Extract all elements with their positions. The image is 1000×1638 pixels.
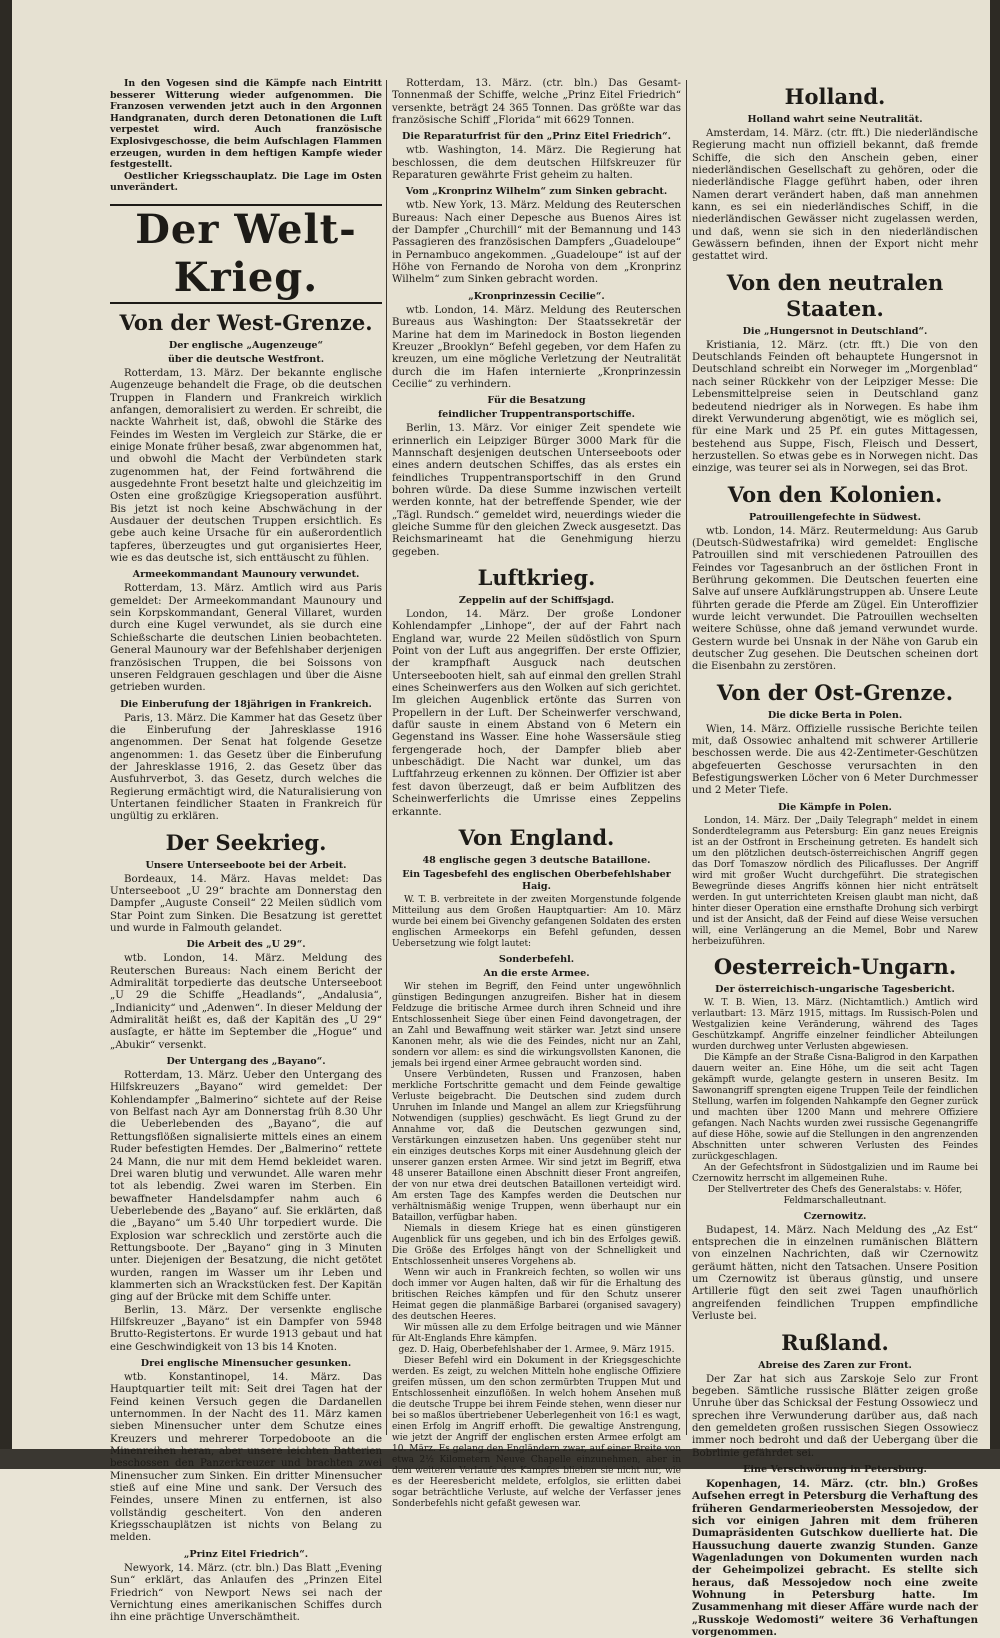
- subheading: Eine Verschwörung in Petersburg.: [743, 1463, 927, 1475]
- left-page-edge: [0, 0, 12, 1469]
- subheading: An die erste Armee.: [483, 967, 590, 979]
- section-heading-holland: Holland.: [784, 84, 886, 109]
- subheading: Für die Besatzung: [487, 395, 586, 407]
- subheading: Unsere Unterseeboote bei der Arbeit.: [145, 859, 347, 871]
- intro-text: In den Vogesen sind die Kämpfe nach Eintritt besserer Witterung wieder aufgenommen. Die Franzosen verwenden jetzt auch in den Argonnen Handgranaten, durch deren Detonationen die Luft verpestet wird. Auch französische Explosivgeschosse, die beim Aufschlagen Flammen erzeugen, wurden in dem heftigen Kampfe wieder festgestellt.: [110, 78, 382, 171]
- subheading: 48 englische gegen 3 deutsche Bataillone.: [422, 854, 651, 866]
- article-paragraph: Berlin, 13. März. Vor einiger Zeit spendete wie erinnerlich ein Leipziger Bürger 3000 Mark für die Mannschaft desjenigen deutschen Unterseeboots oder eines andern deutschen Schiffes, das als erstes ein feindliches Truppentransportschiff in den Grund bohren würde. Da diese Summe inzwischen verteilt werden konnte, hat der betreffende Spender, wie der „Tägl. Rundsch.“ gemeldet wird, neuerdings wieder die gleiche Summe für den gleichen Zweck ausgesetzt. Das Reichsmarineamt hat die Genehmigung hierzu gegeben.: [392, 423, 681, 558]
- subheading: Zeppelin auf der Schiffsjagd.: [458, 595, 615, 606]
- masthead-title: Der Welt-Krieg.: [110, 204, 382, 304]
- subheading: Holland wahrt seine Neutralität.: [747, 114, 923, 125]
- article-paragraph: Rotterdam, 13. März. Amtlich wird aus Paris gemeldet: Der Armeekommandant Maunoury und sein Korpskommandant, General Villaret, wurden durch eine Kugel verwundet, als sie durch eine Schießscharte die deutschen Linien beobachteten. General Maunoury war der Befehlshaber derjenigen französischen Truppen, die bei Soissons von unseren Feldgrauen geschlagen und über die Aisne getrieben wurden.: [110, 583, 382, 694]
- article-paragraph: Unsere Verbündeten, Russen und Franzosen, haben merkliche Fortschritte gemacht und dem Feinde gewaltige Verluste beigebracht. Die Deutschen sind zudem durch Unruhen im Inlande und Mangel an allem zur Kriegsführung Notwendigen (supplies) geschwächt. Es liegt Grund zu der Annahme vor, daß die Deutschen gezwungen sind, Verstärkungen einzusetzen haben. Uns gegenüber steht nur ein einziges deutsches Korps mit einer Ausdehnung gleich der unserer ganzen ersten Armee. Wir sind jetzt im Begriff, etwa 48 unserer Bataillone einen Abschnitt dieser Front angreifen, der von nur etwa drei deutschen Bataillonen verteidigt wird. Am ersten Tage des Kampfes werden die Deutschen nur verhältnismäßig wenige Truppen, wenn überhaupt nur ein Bataillon, verfügbar haben.: [392, 1069, 681, 1223]
- subheading: Der englische „Augenzeuge“: [168, 339, 324, 351]
- article-paragraph: wtb. New York, 13. März. Meldung des Reuterschen Bureaus: Nach einer Depesche aus Buenos Aires ist der Dampfer „Churchill“ mit der Bemannung und 143 Passagieren des französischen Dampfers „Guadeloupe“ in Pernambuco angekommen. „Guadeloupe“ ist auf der Höhe von Fernando de Noroha von dem „Kronprinz Wilhelm“ zum Sinken gebracht worden.: [392, 200, 681, 286]
- article-paragraph: wtb. London, 14. März. Meldung des Reuterschen Bureaus aus Washington: Der Staatssekretär der Marine hat dem im Marinedock in Boston liegenden Kreuzer „Brooklyn“ Befehl gegeben, vor dem Hafen zu kreuzen, um eine mögliche Verletzung der Neutralität durch die im Hafen internierte „Kronprinzessin Cecilie“ zu verhindern.: [392, 304, 681, 390]
- article-paragraph: wtb. Konstantinopel, 14. März. Das Hauptquartier teilt mit: Seit drei Tagen hat der Feind keinen Versuch gegen die Dardanellen unternommen. In der Nacht des 11. März kamen sieben Minensucher unter dem Schutze eines Kreuzers und mehrerer Torpedoboote an die Minenreihen heran, aber unsere leichten Batterien beschossen den Panzerkreuzer und brachten zwei Minensucher zum Sinken. Ein dritter Minensucher stieß auf eine Mine und sank. Der Versuch des Feindes, unsere Minen zu entfernen, ist also vollständig gescheitert. Von den anderen Kriegsschauplätzen ist nichts von Belang zu melden.: [110, 1372, 382, 1544]
- left-column: [110, 78, 382, 1624]
- section-heading-west: Von der West-Grenze.: [119, 309, 373, 335]
- subheading: „Prinz Eitel Friedrich“.: [183, 1548, 309, 1560]
- small-print-block: [692, 998, 978, 1207]
- article-paragraph: An der Gefechtsfront in Südostgalizien und im Raume bei Czernowitz herrscht im allgemeinen Ruhe.: [692, 1162, 978, 1184]
- article-paragraph: wtb. London, 14. März. Reutermeldung: Aus Garub (Deutsch-Südwestafrika) wird gemeldet: Englische Patrouillen sind mit verschiedenen Patrouillen des Feindes vor Tagesanbruch an der östlichen Front in Berührung gekommen. Die Deutschen feuerten eine Salve auf unsere Aufklärungstruppen ab. Unsere Leute führten gerade die Pferde am Zügel. Ein Unteroffizier wurde leicht verwundet. Die Patrouillen wechselten weitere Schüsse, ohne daß jemand verwundet wurde. Gestern wurde bei Unsnak in der Nähe von Garub ein deutscher Zug gesehen. Die Deutschen scheinen dort die Eisenbahn zu zerstören.: [692, 525, 978, 673]
- right-column: [692, 78, 978, 1638]
- article-paragraph: Niemals in diesem Kriege hat es einen günstigeren Augenblick für uns gegeben, und ich bin des Erfolges gewiß. Die Größe des Erfolges hängt von der Schnelligkeit und Entschlossenheit unseres Vorgehens ab.: [392, 1223, 681, 1267]
- article-paragraph: Dieser Befehl wird ein Dokument in der Kriegsgeschichte werden. Es zeigt, zu welchen Mitteln hohe englische Offiziere greifen müssen, um den schon zermürbten Truppen Mut und Entschlossenheit einzuflößen. In welch hohem Ansehen muß die deutsche Truppe bei ihrem Feinde stehen, wenn dieser nur bei so maßlos übertriebener Ueberlegenheit von 16:1 es wagt, einen Erfolg im Angriff erhofft. Die gewaltige Anstrengung, wie jetzt der Angriff der englischen ersten Armee erfolgt am 10. März. Es gelang den Engländern zwar, auf einer Breite von etwa 2½ Kilometern Neuve Chapelle einzunehmen, aber in dem weiteren Verlaufe des Kampfes blieben sie nicht nur, wie es der Heeresbericht meldete, erfolglos, sie erlitten dabei sogar beträchtliche Verluste, auf welche der Verfasser jenes Sonderbefehls nicht gefaßt gewesen war.: [392, 1355, 681, 1509]
- article-paragraph: W. T. B. Wien, 13. März. (Nichtamtlich.) Amtlich wird verlautbart: 13. März 1915, mittags. Im Russisch-Polen und Westgalizien keine Veränderung, während des Tages Geschützkampf. Angriffe einzelner feindlicher Abteilungen wurden durchweg unter Verlusten abgewiesen.: [692, 997, 978, 1052]
- section-heading-england: Von England.: [458, 824, 615, 850]
- subheading: Die dicke Berta in Polen.: [767, 709, 903, 721]
- subheading: Drei englische Minensucher gesunken.: [140, 1358, 352, 1369]
- subheading: feindlicher Truppentransportschiffe.: [438, 409, 635, 421]
- section-heading-east: Von der Ost-Grenze.: [716, 679, 954, 705]
- subheading: Vom „Kronprinz Wilhelm“ zum Sinken gebracht.: [405, 186, 668, 198]
- article-paragraph: wtb. London, 14. März. Meldung des Reuterschen Bureaus: Nach einem Bericht der Admiralität torpedierte das deutsche Unterseeboot „U 29 die Schiffe „Headlands“, „Andalusia“, „Indianicity“ und „Adenwen“. In dieser Meldung der Admiralität heißt es, daß der Kapitän des „U 29“ ausſagte, er hätte im September die „Hogue“ und „Abukir“ versenkt.: [110, 953, 382, 1051]
- article-paragraph: Wir stehen im Begriff, den Feind unter ungewöhnlich günstigen Bedingungen anzugreifen. Bisher hat in diesem Feldzuge die britische Armee durch ihren Schneid und ihre Entschlossenheit Siege über einen Feind davongetragen, der an Zahl und Bewaffnung weit stärker war. Jetzt sind unsere Kanonen mehr, als wie die des Feindes, nicht nur an Zahl, sondern vor allem: es sind die wirkungsvollsten Kanonen, die jemals bei irgend einer Armee gebraucht worden sind.: [392, 981, 681, 1069]
- article-paragraph: Die Kämpfe an der Straße Cisna-Baligrod in den Karpathen dauern weiter an. Eine Höhe, um die seit acht Tagen gekämpft wurde, gelangte gestern in unseren Besitz. Im Sawonangriff sprengten eigene Truppen Teile der feindlichen Stellung, warfen im folgenden Nahkampfe den Gegner zurück und machten über 1200 Mann und mehrere Offiziere gefangen. Nach Nachts wurden zwei russische Gegenangriffe auf diese Höhe, sowie auf die Stellungen in den angrenzenden Abschnitten unter schweren Verlusten des Feindes zurückgeschlagen.: [692, 1052, 978, 1162]
- column-rule: [386, 80, 387, 1435]
- subheading: Der österreichisch-ungarische Tagesbericht.: [715, 983, 955, 995]
- right-page-edge: [990, 0, 1000, 1469]
- subheading: über die deutsche Westfront.: [167, 353, 325, 365]
- article-paragraph: Rotterdam, 13. März. Der bekannte englische Augenzeuge behandelt die Frage, ob die deutschen Truppen in Flandern und Frankreich wirklich anfangen, demoralisiert zu werden. Er schreibt, die nackte Wahrheit ist, daß, obwohl die Stärke des Feindes im Westen im Vergleich zur Stärke, die er einige Monate früher besaß, zwar abgenommen hat, und obwohl die Macht der Verbündeten stark zugenommen hat, der Feind fortwährend die ausgedehnte Front besetzt halte und gleichzeitig im Osten eine großzügige Kriegsoperation ausführt. Bis jetzt ist noch keine Abschwächung in der Ausdauer der deutschen Truppen ersichtlich. Es gebe auch keine Ursache für ein außerordentlich tapferes, überzeugtes und gut organisiertes Heer, wie es das deutsche ist, sich enttäuscht zu fühlen.: [110, 367, 382, 565]
- signature-line: gez. D. Haig, Oberbefehlshaber der 1. Armee, 9. März 1915.: [398, 1344, 675, 1355]
- subheading: Sonderbefehl.: [498, 953, 575, 965]
- subheading: Ein Tagesbefehl des englischen Oberbefehlshaber Haig.: [402, 868, 671, 892]
- middle-column: [392, 78, 681, 1509]
- article-paragraph: Rotterdam, 13. März. Ueber den Untergang des Hilfskreuzers „Bayano“ wird gemeldet: Der Kohlendampfer „Balmerino“ sichtete auf der Reise von Belfast nach Ayr am Donnerstag früh 8.30 Uhr die Ueberlebenden des „Bayano“, die auf Rettungsflößen signalisierte mittels eines an einem Ruder befestigten Hemdes. Der „Balmerino“ rettete 24 Mann, die nur mit dem Hemd bekleidet waren. Drei waren blutig und verwundet. Alle waren mehr tot als lebendig. Zwei waren im Sterben. Ein bewaffneter Handelsdampfer nahm auch 6 Ueberlebende des „Bayano“ auf. Sie erklärten, daß die „Bayano“ um 5.40 Uhr torpediert wurde. Die Explosion war schrecklich und zerstörte auch die Rettungsboote. Der „Bayano“ ging in 3 Minuten unter. Diejenigen der Besatzung, die nicht getötet wurden, rangen im Wasser um ihr Leben und klammerten sich an Wrackstücken fest. Der Kapitän ging auf der Brücke mit dem Schiffe unter.: [110, 1070, 382, 1304]
- section-heading-neutral: Von den neutralen Staaten.: [726, 269, 944, 321]
- small-print-block: [392, 895, 681, 1510]
- article-paragraph: Der Zar hat sich aus Zarskoje Selo zur Front begeben. Sämtliche russische Blätter zeigen große Unruhe über das Schicksal der Festung Ossowiecz und sprechen ihre Verwunderung darüber aus, daß nach den gemeldeten großen russischen Siegen Ossowiecz immer noch bedroht und daß der Uebergang über die Bobrlinie gefährdet sei.: [692, 1373, 978, 1459]
- subheading: Patrouillengefechte in Südwest.: [749, 511, 921, 523]
- subheading: Die Einberufung der 18jährigen in Frankreich.: [120, 698, 372, 710]
- subheading: Der Untergang des „Bayano“.: [166, 1056, 326, 1068]
- article-paragraph: Kopenhagen, 14. März. (ctr. bln.) Großes Aufsehen erregt in Petersburg die Verhaftung des früheren Gendarmerieobersten Messojedow, der sich vor einigen Jahren mit dem früheren Dumapräsidenten Gutschkow duellierte hat. Die Haussuchung dauerte zwanzig Stunden. Ganze Wagenladungen von Dokumenten wurden nach der Geheimpolizei gebracht. Es stellte sich heraus, daß Messojedow noch eine zweite Wohnung in Petersburg hatte. Im Zusammenhang mit dieser Affäre wurde nach der „Russkoje Wedomosti“ weitere 36 Verhaftungen vorgenommen.: [692, 1477, 978, 1638]
- subheading: „Kronprinzessin Cecilie“.: [468, 290, 605, 302]
- article-paragraph: Wenn wir auch in Frankreich fechten, so wollen wir uns doch immer vor Augen halten, daß wir für die Erhaltung des britischen Reiches kämpfen und für den Schutz unserer Heimat gegen die planmäßige Barbarei (organised savagery) des deutschen Heeres.: [392, 1267, 681, 1322]
- section-heading-colonies: Von den Kolonien.: [727, 481, 943, 507]
- article-paragraph: Amsterdam, 14. März. (ctr. fft.) Die niederländische Regierung macht nun offiziell bekannt, daß fremde Schiffe, die sich den Anschein geben, einer niederländischen Gesellschaft zu gehören, oder die niederländische Flagge geführt haben, oder ihren Namen derart verändert haben, daß man annehmen kann, es sei ein niederländisches Schiff, in die niederländischen Gewässer nicht zugelassen werden, und daß, wenn sie sich in den niederländischen Gewässern befinden, ihnen der Export nicht mehr gestattet wird.: [692, 128, 978, 263]
- section-heading-sea: Der Seekrieg.: [165, 829, 327, 855]
- subheading: Abreise des Zaren zur Front.: [758, 1359, 912, 1371]
- signature-line: Der Stellvertreter des Chefs des Generalstabs: v. Höfer, Feldmarschalleutnant.: [707, 1184, 963, 1206]
- article-paragraph: London, 14. März. Der „Daily Telegraph“ meldet in einem Sonderdtelegramm aus Petersburg: Ein ganz neues Ereignis ist an der Ostfront in Erscheinung getreten. Es handelt sich um den plötzlichen deutsch-österreichischen Angriff gegen das Dorf Tomaszow nördlich des Pilicaflusses. Der Angriff wird mit großer Wucht durchgeführt. Die strategischen Bewegründe dieses Angriffs können hier nicht enträtselt werden. In gut unterrichteten Kreisen glaubt man nicht, daß hinter dieser Operation eine ernsthafte Drohung sich verbirgt und ist der Ansicht, daß der Feind auf diese Weise versuchen will, eine Verlängerung an die Memel, Bobr und Narew herbeizuführen.: [692, 815, 978, 947]
- article-paragraph: Wir müssen alle zu dem Erfolge beitragen und wie Männer für Alt-Englands Ehre kämpfen.: [392, 1322, 681, 1344]
- article-paragraph: Newyork, 14. März. (ctr. bln.) Das Blatt „Evening Sun“ erklärt, das Anlaufen des „Prinzen Eitel Friedrich“ von Newport News sei nach der Vernichtung eines amerikanischen Schiffes durch ihn eine prächtige Unverschämtheit.: [110, 1562, 382, 1624]
- article-paragraph: Kristiania, 12. März. (ctr. fft.) Die von den Deutschlands Feinden oft behauptete Hungersnot in Deutschland schreibt ein Norweger im „Morgenblad“ nach seiner Rückkehr von der Leipziger Messe: Die Lebensmittelpreise seien in Deutschland ganz bedeutend niedriger als in Norwegen. Es habe ihm direkt Verwunderung abgenötigt, wie es möglich sei, für eine Mark und 25 Pf. ein gutes Mittagessen, bestehend aus Suppe, Fisch, Fleisch und Dessert, herzustellen. So etwas gebe es in Norwegen nicht. Das einzige, was teurer sei als in Norwegen, sei das Brot.: [692, 339, 978, 475]
- article-paragraph: Rotterdam, 13. März. (ctr. bln.) Das Gesamt-Tonnenmaß der Schiffe, welche „Prinz Eitel Friedrich“ versenkte, beträgt 24 365 Tonnen. Das größte war das französische Schiff „Florida“ mit 6629 Tonnen.: [392, 78, 681, 127]
- subheading: Die Arbeit des „U 29“.: [186, 939, 306, 951]
- article-paragraph: Bordeaux, 14. März. Havas meldet: Das Unterseeboot „U 29“ brachte am Donnerstag den Dampfer „Auguste Conseil“ 22 Meilen südlich vom Star Point zum Sinken. Die Besatzung ist gerettet und wurde in Falmouth gelandet.: [110, 873, 382, 934]
- subheading: Die Reparaturfrist für den „Prinz Eitel Friedrich“.: [402, 131, 671, 143]
- column-rule: [686, 80, 687, 1435]
- small-print-block: [692, 802, 978, 948]
- subheading: Die „Hungersnot in Deutschland“.: [742, 325, 928, 337]
- article-paragraph: wtb. Washington, 14. März. Die Regierung hat beschlossen, die dem deutschen Hilfskreuzer für Reparaturen gewährte Frist geheim zu halten.: [392, 145, 681, 182]
- article-paragraph: Budapest, 14. März. Nach Meldung des „Az Est“ entsprechen die in einzelnen rumänischen Blättern von einzelnen Nachrichten, daß wir Czernowitz geräumt hätten, nicht den Tatsachen. Unsere Position um Czernowitz ist überaus günstig, und unsere Artillerie fügt den seit zwei Tagen unaufhörlich angreifenden feindlichen Truppen empfindliche Verluste bei.: [692, 1224, 978, 1323]
- article-paragraph: London, 14. März. Der große Londoner Kohlendampfer „Linhope“, der auf der Fahrt nach England war, wurde 22 Meilen südöstlich von Spurn Point von der Luft aus angegriffen. Der erste Offizier, der krampfhaft Ausguck nach deutschen Unterseebooten hielt, sah auf einmal den grellen Strahl eines Scheinwerfers aus den Wolken auf sich gerichtet. Im gleichen Augenblick ertönte das Surren von Propellern in der Luft. Der Scheinwerfer verschwand, dafür sauste in einem Abstand von 6 Metern ein Gegenstand ins Wasser. Eine hohe Wassersäule stieg fergengerade hoch, der Dampfer blieb aber unbeschädigt. Die Nacht war dunkel, um das Luftfahrzeug erkennen zu können. Der Offizier ist aber fest davon überzeugt, daß er beim Aufblitzen des Scheinwerferlichts die Umrisse eines Zeppelins erkannte.: [392, 609, 681, 818]
- subheading: Czernowitz.: [803, 1210, 867, 1222]
- article-paragraph: W. T. B. verbreitete in der zweiten Morgenstunde folgende Mitteilung aus dem Großen Hauptquartier: Am 10. März wurde bei einem bei Givenchy gefangenen Soldaten des ersten englischen Armeekorps ein Befehl gefunden, dessen Uebersetzung wie folgt lautet:: [392, 894, 681, 949]
- intro-text-east: Oestlicher Kriegsschauplatz. Die Lage im Osten unverändert.: [110, 170, 382, 194]
- article-paragraph: Berlin, 13. März. Der versenkte englische Hilfskreuzer „Bayano“ ist ein Dampfer von 5948 Brutto-Registertons. Er wurde 1913 gebaut und hat eine Geschwindigkeit von 13 bis 14 Knoten.: [110, 1304, 382, 1353]
- article-paragraph: Wien, 14. März. Offizielle russische Berichte teilen mit, daß Ossowiec anhaltend mit schwerer Artillerie beschossen werde. Die aus 42-Zentimeter-Geschützen abgefeuerten Geschosse verursachten in den Befestigungswerken Löcher von 6 Meter Durchmesser und 2 Meter Tiefe.: [692, 723, 978, 797]
- subheading: Armeekommandant Maunoury verwundet.: [132, 569, 360, 581]
- subheading: Die Kämpfe in Polen.: [778, 801, 892, 813]
- article-paragraph: Paris, 13. März. Die Kammer hat das Gesetz über die Einberufung der Jahresklasse 1916 angenommen. Der Senat hat folgende Gesetze angenommen: 1. das Gesetz über die Einberufung der Jahresklasse 1916, 2. das Gesetz über das Ausfuhrverbot, 3. das Gesetz, durch welches die Regierung ermächtigt wird, die Naturalisierung von Untertanen feindlicher Staaten in Frankreich für ungültig zu erklären.: [110, 712, 382, 823]
- section-heading-air: Luftkrieg.: [477, 565, 596, 590]
- section-heading-austria: Oesterreich-Ungarn.: [713, 953, 957, 979]
- section-heading-russia: Rußland.: [781, 1329, 889, 1355]
